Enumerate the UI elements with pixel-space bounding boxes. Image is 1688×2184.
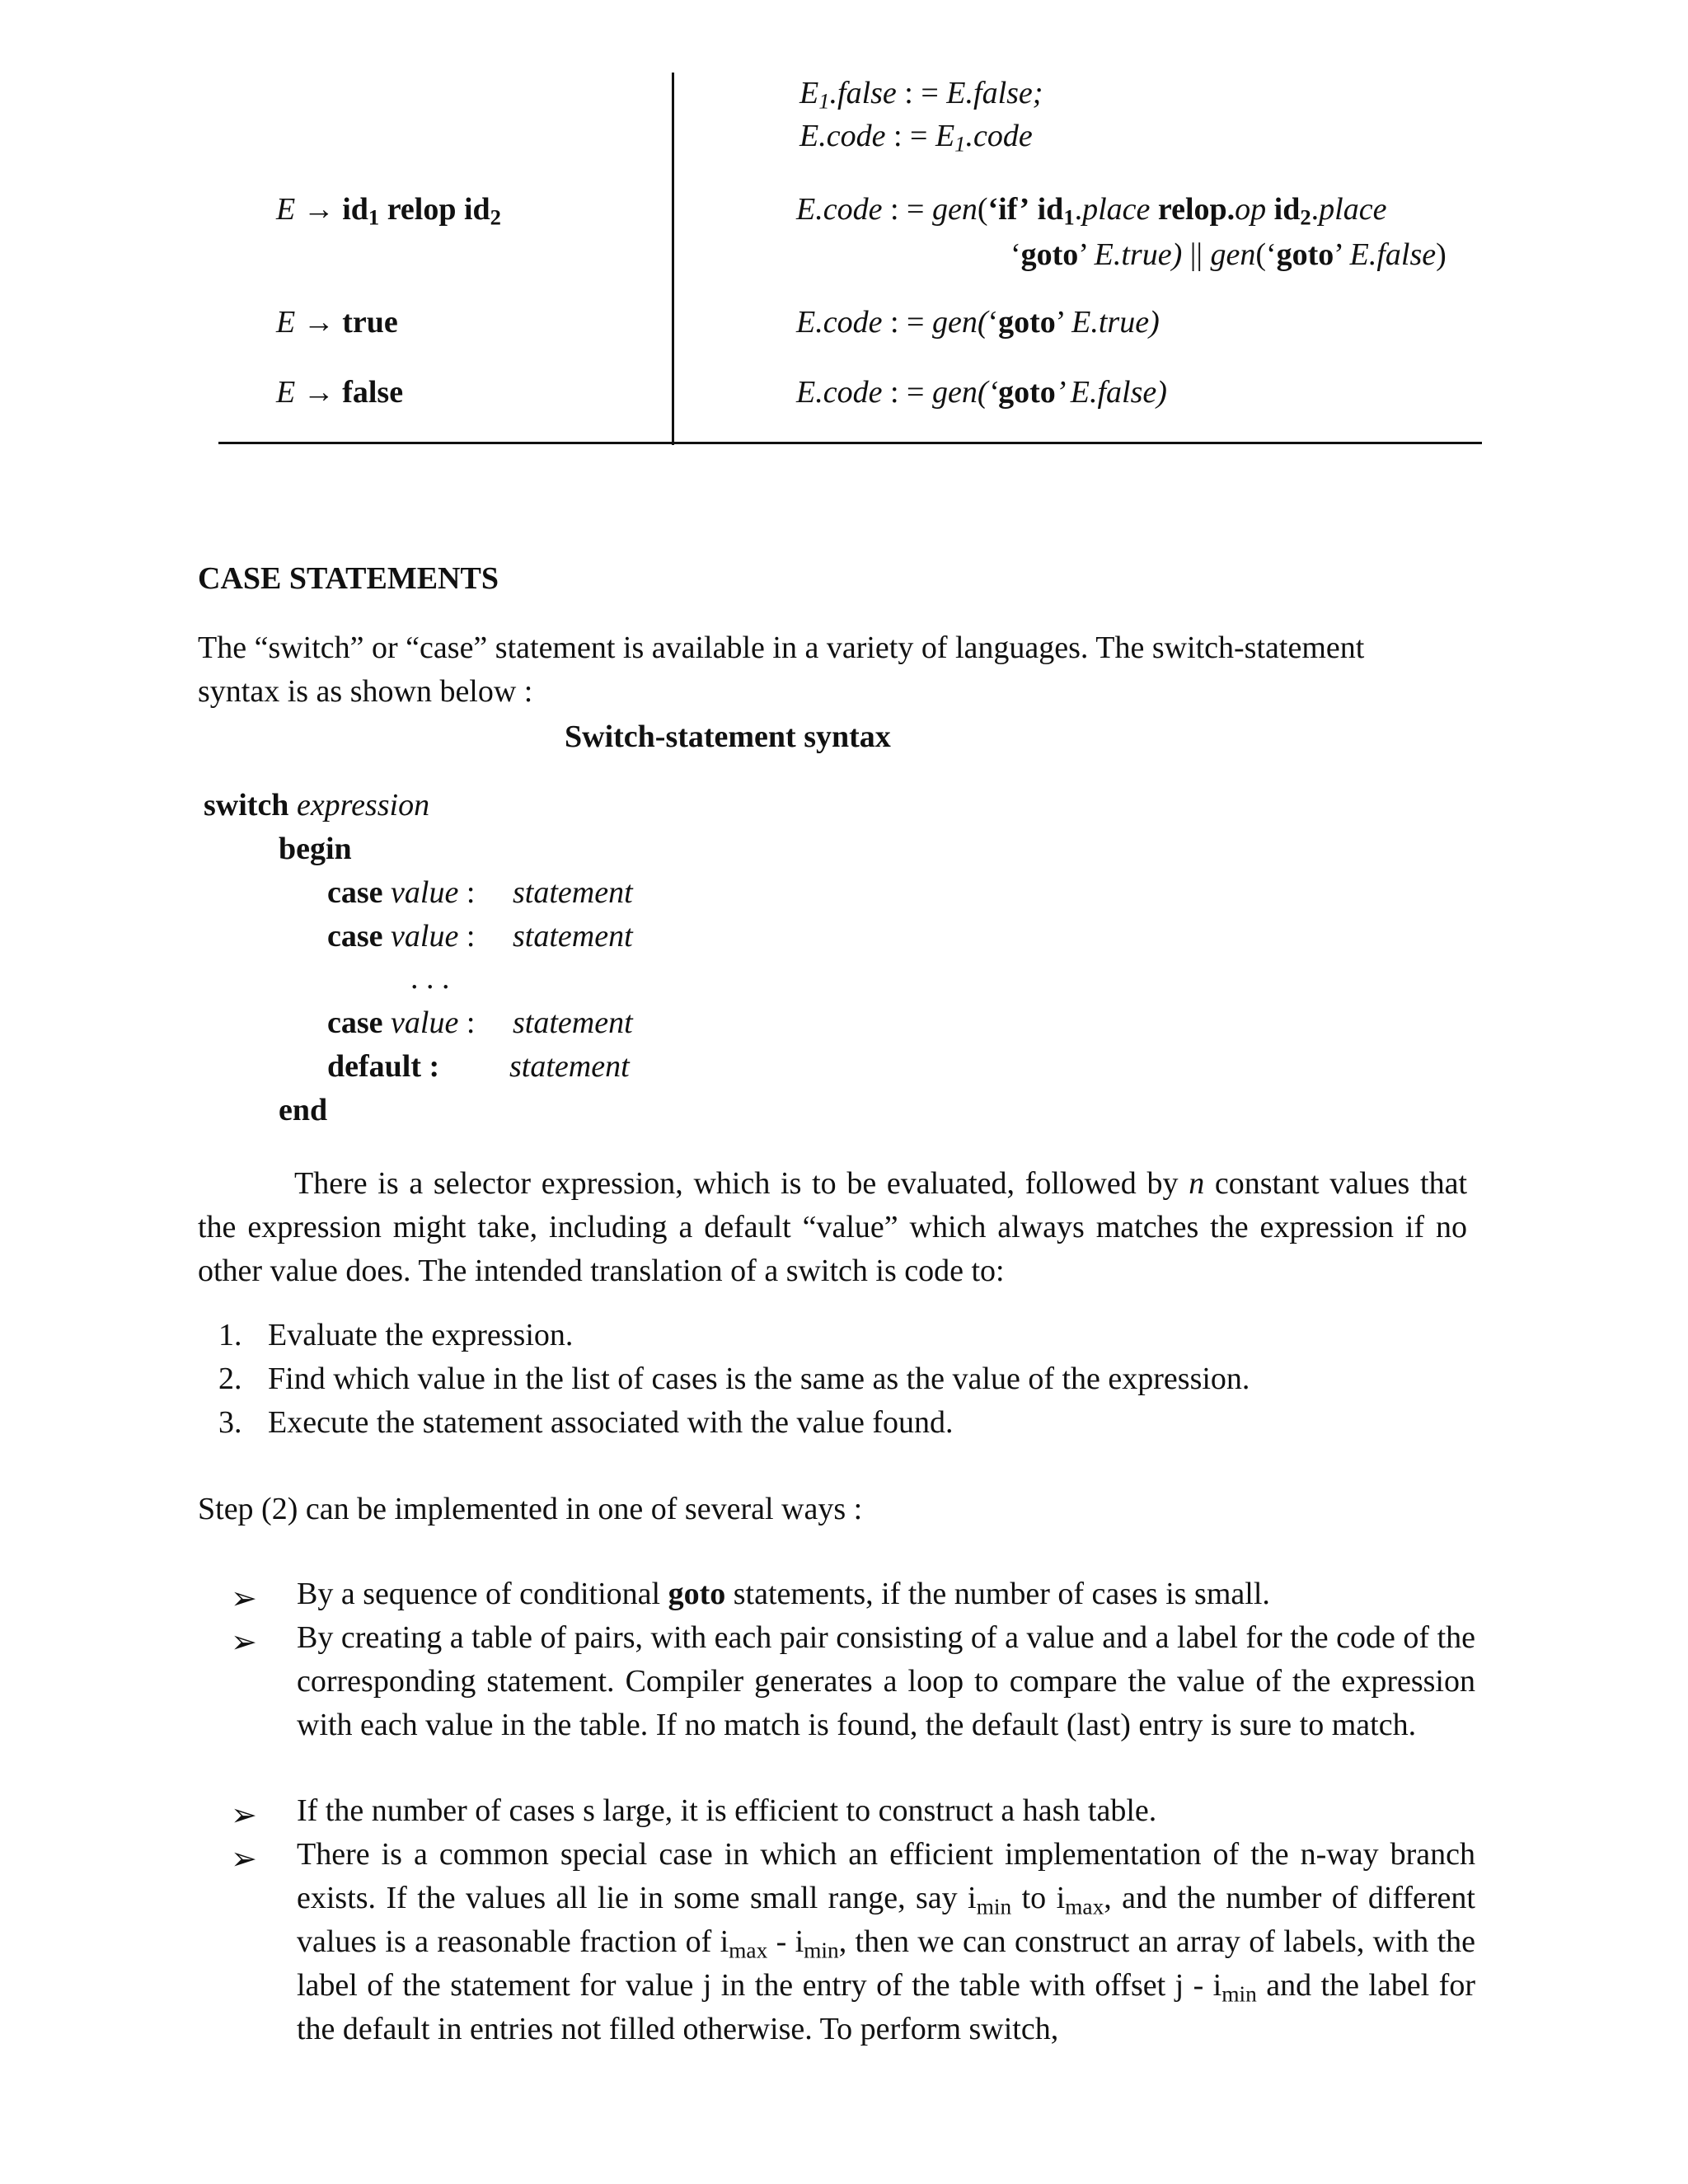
selector-paragraph: There is a selector expression, which is to be evaluated, followed by n constant values that the expression might take, including a default “value” which always matches the expression if no other value does. The intended translation of a switch is code to: bbox=[198, 1166, 1468, 1288]
intro-paragraph: The “switch” or “case” statement is available in a variety of languages. The switch-statement syntax is as shown below : bbox=[198, 630, 1365, 709]
bullet-arrow-icon: ➢ bbox=[231, 1625, 257, 1660]
bullet-arrow-icon: ➢ bbox=[231, 1842, 257, 1877]
production-relop: $E \to id_1$ relop $id_2$ bbox=[276, 192, 501, 230]
bullet-1: By a sequence of conditional goto statements, if the number of cases is small. bbox=[297, 1577, 1270, 1611]
table-vertical-rule bbox=[672, 73, 674, 445]
step-number-3: 3. bbox=[218, 1405, 242, 1440]
rule-e1-false: $E_1.false$ : = E.false; bbox=[799, 76, 1043, 114]
production-false: E → false bbox=[276, 375, 404, 410]
syntax-case-3: case value : bbox=[327, 1005, 476, 1040]
bullet-2: By creating a table of pairs, with each pair consisting of a value and a label for the code of the corresponding statement. Compiler generates a loop to compare the value of the expression with each value in the table. If no match is found, the default (last) entry is sure to match. bbox=[297, 1620, 1475, 1742]
syntax-case-1: case value : bbox=[327, 875, 476, 910]
bullet-3: If the number of cases s large, it is efficient to construct a hash table. bbox=[297, 1793, 1157, 1828]
syntax-statement-3: statement bbox=[513, 1005, 633, 1040]
syntax-begin: begin bbox=[279, 832, 352, 866]
production-true: E → true bbox=[276, 305, 398, 340]
table-bottom-rule bbox=[218, 442, 1482, 444]
rule-relop-line1: E.code : = gen(‘if’ $id_1.place$ relop.op $id_2.place$ bbox=[796, 192, 1387, 230]
bullet-4: There is a common special case in which an efficient implementation of the n-way branch exists. If the values all lie in some small range, say $i_{min}$ to $i_{max}$, and the number of different values is a reasonable fraction of $i_{max} - i_{min}$, then we can construct an array of labels, with the label of the statement for value j in the entry of the table with offset j - $i_{min}$ and the label for the default in entries not filled otherwise. To perform switch, bbox=[297, 1837, 1475, 2046]
syntax-end: end bbox=[279, 1093, 328, 1127]
syntax-ellipsis: . . . bbox=[410, 961, 450, 996]
rule-true: E.code : = gen(‘goto’ E.true) bbox=[796, 305, 1160, 340]
rule-false: E.code : = gen(‘goto’ E.false) bbox=[796, 375, 1167, 410]
step2-intro: Step (2) can be implemented in one of several ways : bbox=[198, 1492, 863, 1526]
step-3: Execute the statement associated with the value found. bbox=[268, 1405, 954, 1440]
bullet-arrow-icon: ➢ bbox=[231, 1582, 257, 1616]
step-2: Find which value in the list of cases is the same as the value of the expression. bbox=[268, 1361, 1250, 1396]
syntax-default: default : bbox=[327, 1049, 440, 1084]
syntax-statement-1: statement bbox=[513, 875, 633, 910]
bullet-arrow-icon: ➢ bbox=[231, 1798, 257, 1833]
step-number-1: 1. bbox=[218, 1318, 242, 1352]
syntax-switch-line: switch expression bbox=[204, 788, 430, 823]
syntax-title: Switch-statement syntax bbox=[565, 719, 891, 754]
rule-e-code-e1: E.code : = $E_1.code$ bbox=[799, 119, 1033, 157]
step-number-2: 2. bbox=[218, 1361, 242, 1396]
rule-relop-line2: ‘goto’ E.true) || gen(‘goto’ E.false) bbox=[1010, 237, 1447, 272]
section-heading: CASE STATEMENTS bbox=[198, 561, 499, 596]
step-1: Evaluate the expression. bbox=[268, 1318, 574, 1352]
syntax-case-2: case value : bbox=[327, 919, 476, 954]
syntax-statement-2: statement bbox=[513, 919, 633, 954]
syntax-statement-default: statement bbox=[509, 1049, 630, 1084]
